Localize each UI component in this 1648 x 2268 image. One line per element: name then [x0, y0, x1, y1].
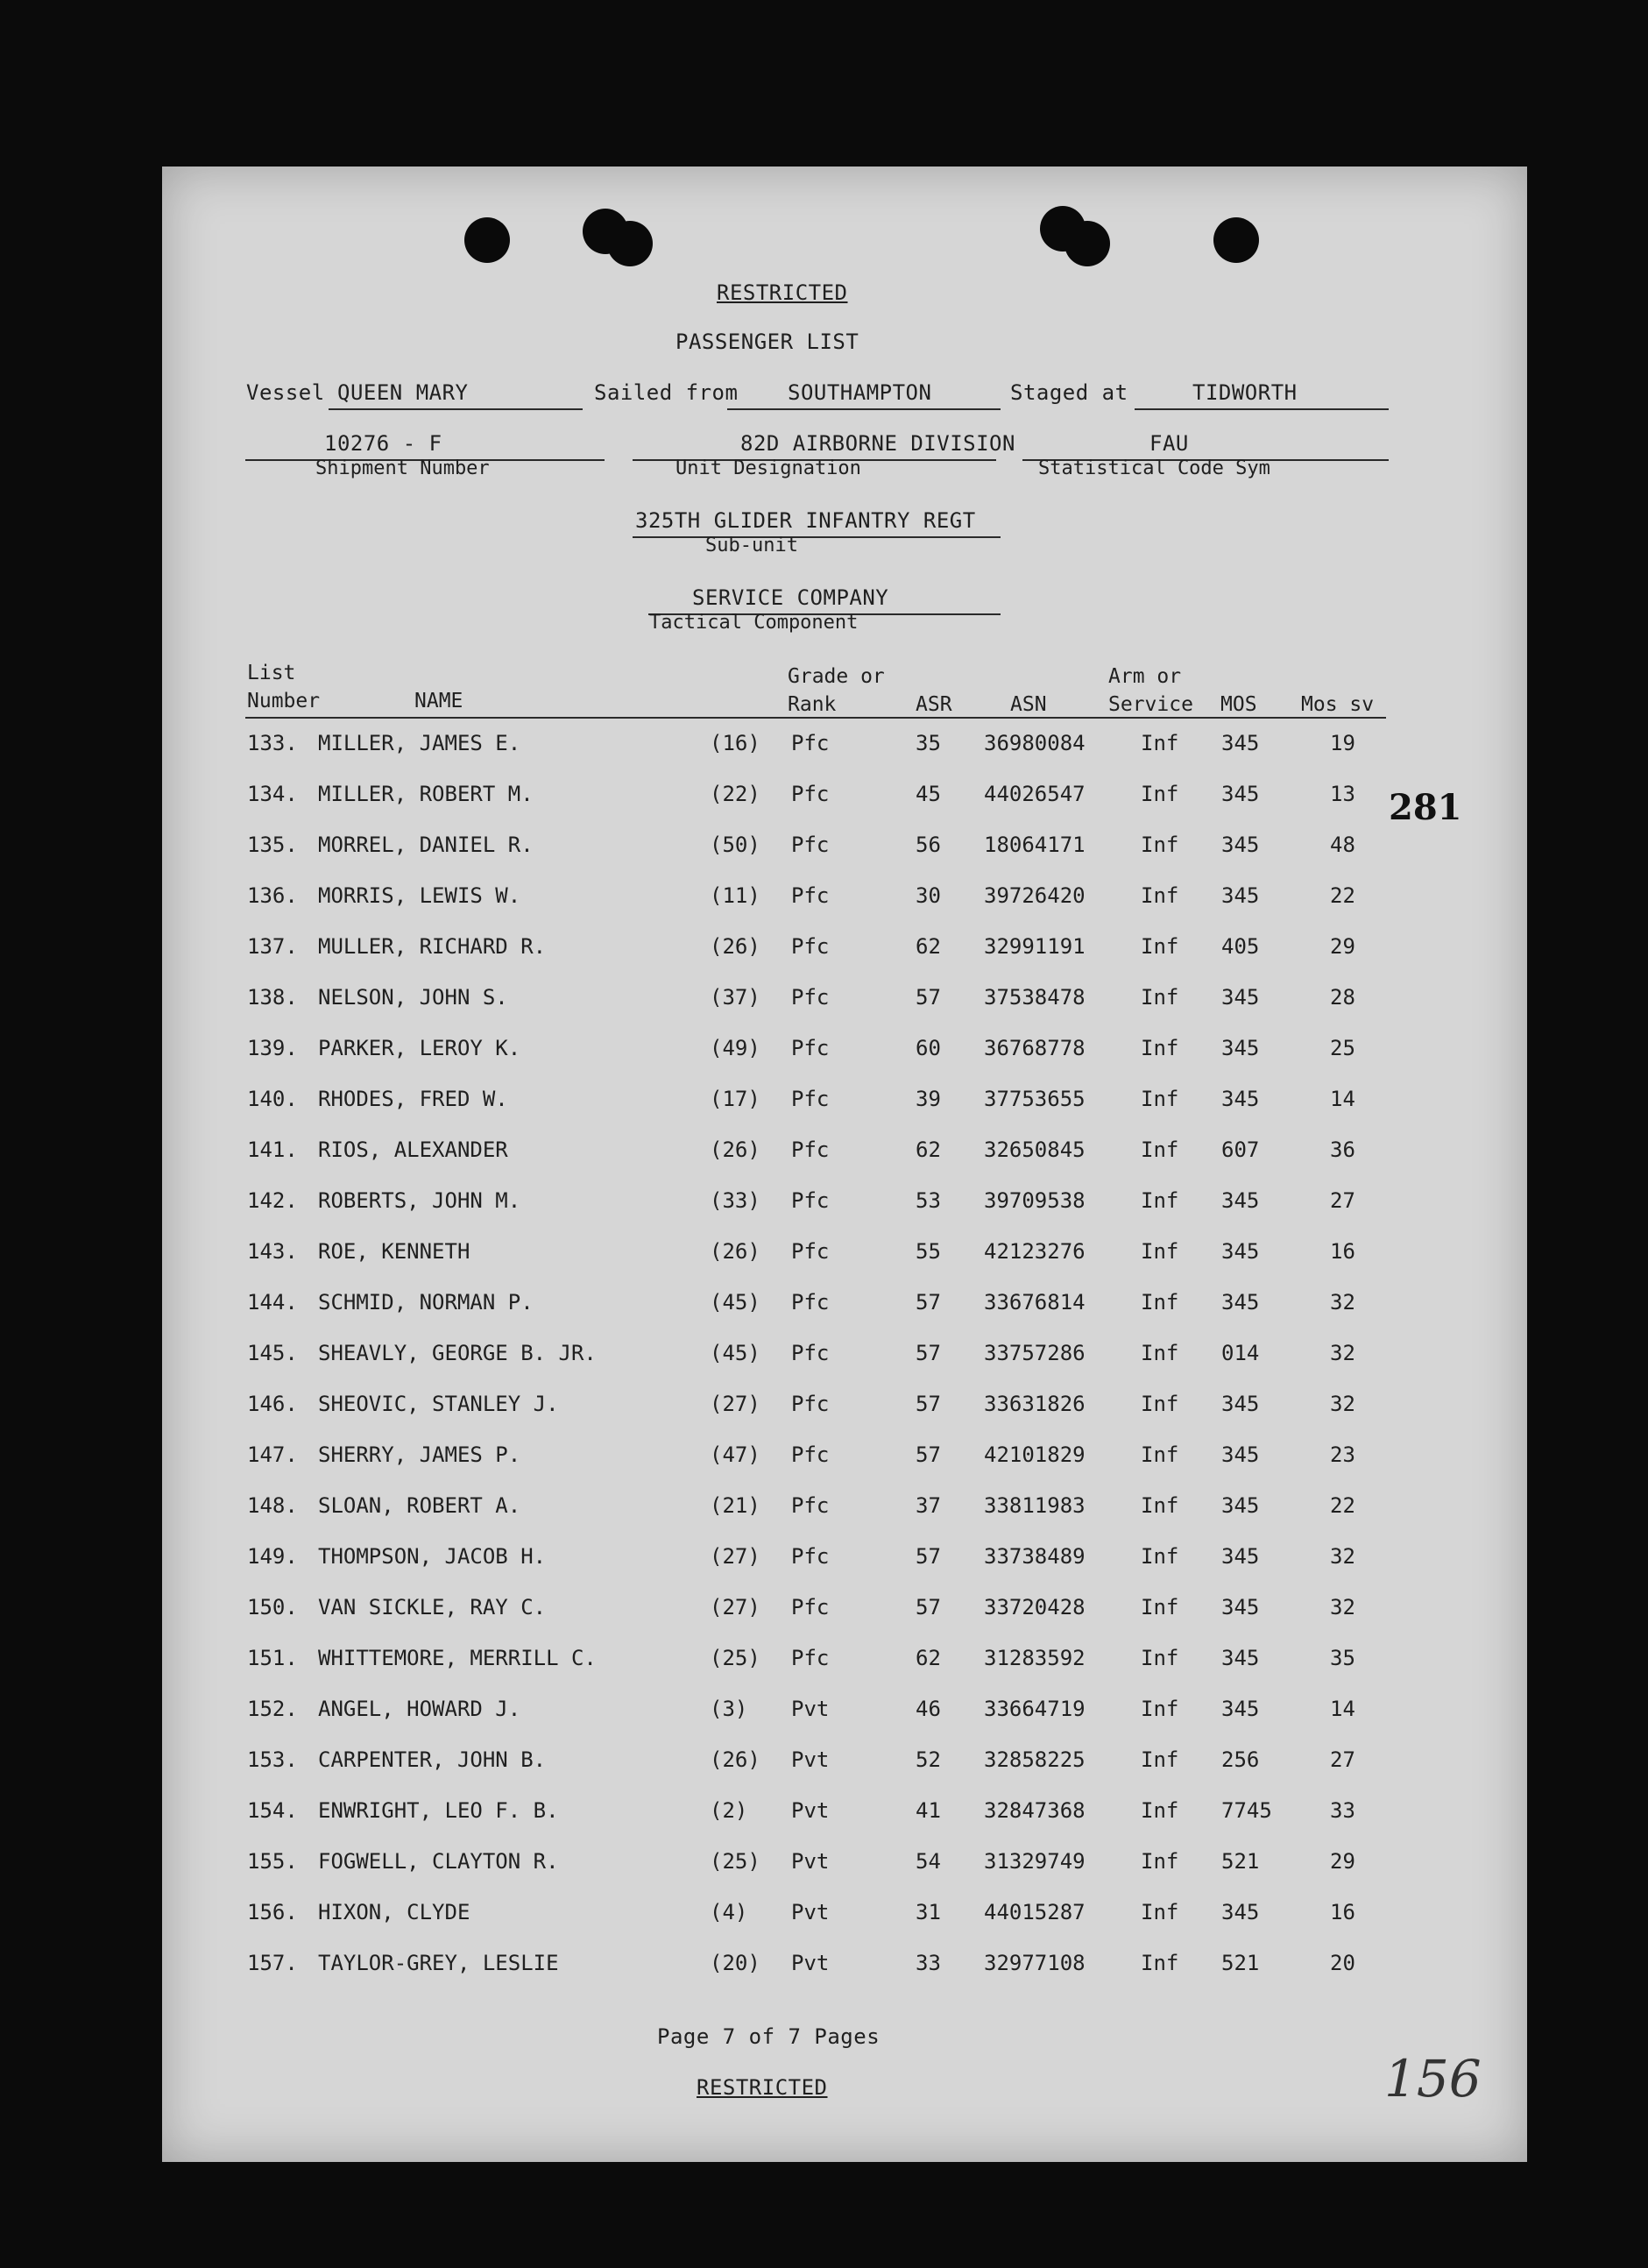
passenger-name: TAYLOR-GREY, LESLIE: [318, 1951, 559, 1975]
table-row: [162, 1595, 1527, 1646]
passenger-name: NELSON, JOHN S.: [318, 985, 508, 1010]
mos: 345: [1221, 1392, 1260, 1416]
asn: 39709538: [984, 1188, 1086, 1213]
arm: Inf: [1141, 1239, 1179, 1264]
table-row: [162, 1138, 1527, 1188]
passenger-name: ENWRIGHT, LEO F. B.: [318, 1798, 559, 1823]
vessel-label: Vessel: [246, 380, 325, 405]
code: (50): [710, 833, 760, 857]
mos: 345: [1221, 1900, 1260, 1924]
mos: 345: [1221, 1087, 1260, 1111]
grade: Pfc: [791, 1138, 830, 1162]
code: (27): [710, 1595, 760, 1619]
asn: 37538478: [984, 985, 1086, 1010]
code: (49): [710, 1036, 760, 1060]
asr: 56: [916, 833, 941, 857]
arm: Inf: [1141, 1087, 1179, 1111]
arm: Inf: [1141, 1442, 1179, 1467]
list-number: 149.: [247, 1544, 298, 1569]
col-mossv: Mos sv: [1301, 693, 1375, 716]
passenger-name: FOGWELL, CLAYTON R.: [318, 1849, 559, 1874]
code: (26): [710, 934, 760, 959]
page-title: PASSENGER LIST: [675, 330, 859, 354]
arm: Inf: [1141, 731, 1179, 755]
arm: Inf: [1141, 1798, 1179, 1823]
asr: 54: [916, 1849, 941, 1874]
code: (11): [710, 883, 760, 908]
mos-sv: 28: [1330, 985, 1355, 1010]
asn: 32991191: [984, 934, 1086, 959]
table-row: [162, 731, 1527, 782]
grade: Pfc: [791, 1442, 830, 1467]
grade: Pfc: [791, 731, 830, 755]
arm: Inf: [1141, 1290, 1179, 1315]
asr: 33: [916, 1951, 941, 1975]
grade: Pfc: [791, 1290, 830, 1315]
list-number: 136.: [247, 883, 298, 908]
mos: 345: [1221, 1697, 1260, 1721]
list-number: 141.: [247, 1138, 298, 1162]
table-row: [162, 1188, 1527, 1239]
mos: 521: [1221, 1951, 1260, 1975]
restricted-bottom: RESTRICTED: [697, 2075, 828, 2100]
grade: Pfc: [791, 1595, 830, 1619]
grade: Pvt: [791, 1747, 830, 1772]
mos-sv: 27: [1330, 1747, 1355, 1772]
asr: 57: [916, 1595, 941, 1619]
table-row: [162, 1392, 1527, 1442]
table-row: [162, 1036, 1527, 1087]
code: (25): [710, 1849, 760, 1874]
passenger-name: ROE, KENNETH: [318, 1239, 470, 1264]
mos-sv: 13: [1330, 782, 1355, 806]
list-number: 144.: [247, 1290, 298, 1315]
mos: 345: [1221, 1239, 1260, 1264]
asn: 31283592: [984, 1646, 1086, 1670]
mos: 345: [1221, 1290, 1260, 1315]
arm: Inf: [1141, 1900, 1179, 1924]
asn: 33720428: [984, 1595, 1086, 1619]
mos: 345: [1221, 1646, 1260, 1670]
list-number: 139.: [247, 1036, 298, 1060]
table-row: [162, 1646, 1527, 1697]
header-line: [245, 717, 1386, 719]
asr: 57: [916, 1544, 941, 1569]
asn: 32858225: [984, 1747, 1086, 1772]
passenger-name: CARPENTER, JOHN B.: [318, 1747, 547, 1772]
passenger-name: THOMPSON, JACOB H.: [318, 1544, 547, 1569]
table-row: [162, 1697, 1527, 1747]
asr: 55: [916, 1239, 941, 1264]
list-number: 143.: [247, 1239, 298, 1264]
code: (27): [710, 1544, 760, 1569]
mos-sv: 19: [1330, 731, 1355, 755]
table-row: [162, 1290, 1527, 1341]
list-number: 135.: [247, 833, 298, 857]
passenger-name: MILLER, ROBERT M.: [318, 782, 534, 806]
asr: 57: [916, 1341, 941, 1365]
mos: 345: [1221, 833, 1260, 857]
asn: 18064171: [984, 833, 1086, 857]
mos-sv: 48: [1330, 833, 1355, 857]
mos-sv: 27: [1330, 1188, 1355, 1213]
table-row: [162, 1442, 1527, 1493]
mos: 345: [1221, 1493, 1260, 1518]
table-row: [162, 1798, 1527, 1849]
sailed-value: SOUTHAMPTON: [788, 380, 932, 405]
table-row: [162, 1900, 1527, 1951]
staged-line: [1135, 408, 1389, 410]
asn: 33757286: [984, 1341, 1086, 1365]
list-number: 138.: [247, 985, 298, 1010]
col-arm: Arm or Service: [1108, 665, 1193, 716]
asr: 31: [916, 1900, 941, 1924]
grade: Pfc: [791, 782, 830, 806]
asn: 39726420: [984, 883, 1086, 908]
passenger-name: SCHMID, NORMAN P.: [318, 1290, 534, 1315]
mos-sv: 32: [1330, 1290, 1355, 1315]
passenger-name: SHEOVIC, STANLEY J.: [318, 1392, 559, 1416]
punch-hole: [607, 221, 653, 266]
code: (17): [710, 1087, 760, 1111]
asn: 36980084: [984, 731, 1086, 755]
arm: Inf: [1141, 985, 1179, 1010]
mos: 345: [1221, 883, 1260, 908]
table-row: [162, 833, 1527, 883]
asr: 60: [916, 1036, 941, 1060]
passenger-name: ROBERTS, JOHN M.: [318, 1188, 521, 1213]
asn: 32977108: [984, 1951, 1086, 1975]
col-mos: MOS: [1220, 693, 1257, 716]
grade: Pfc: [791, 1341, 830, 1365]
mos: 405: [1221, 934, 1260, 959]
passenger-name: MILLER, JAMES E.: [318, 731, 521, 755]
asn: 32847368: [984, 1798, 1086, 1823]
arm: Inf: [1141, 782, 1179, 806]
asn: 33676814: [984, 1290, 1086, 1315]
asn: 36768778: [984, 1036, 1086, 1060]
grade: Pvt: [791, 1798, 830, 1823]
sailed-label: Sailed from: [594, 380, 739, 405]
table-row: [162, 1239, 1527, 1290]
asr: 30: [916, 883, 941, 908]
mos-sv: 20: [1330, 1951, 1355, 1975]
passenger-name: SLOAN, ROBERT A.: [318, 1493, 521, 1518]
arm: Inf: [1141, 1697, 1179, 1721]
code: (16): [710, 731, 760, 755]
grade: Pfc: [791, 1036, 830, 1060]
code: (21): [710, 1493, 760, 1518]
asr: 35: [916, 731, 941, 755]
passenger-name: RIOS, ALEXANDER: [318, 1138, 508, 1162]
code: (2): [710, 1798, 748, 1823]
list-number: 147.: [247, 1442, 298, 1467]
code: (4): [710, 1900, 748, 1924]
mos-sv: 22: [1330, 1493, 1355, 1518]
list-number: 146.: [247, 1392, 298, 1416]
arm: Inf: [1141, 1392, 1179, 1416]
code: (22): [710, 782, 760, 806]
asr: 62: [916, 1646, 941, 1670]
col-asn: ASN: [1010, 693, 1047, 716]
list-number: 154.: [247, 1798, 298, 1823]
passenger-name: PARKER, LEROY K.: [318, 1036, 521, 1060]
code: (27): [710, 1392, 760, 1416]
arm: Inf: [1141, 934, 1179, 959]
mos: 345: [1221, 1544, 1260, 1569]
passenger-name: SHERRY, JAMES P.: [318, 1442, 521, 1467]
table-row: [162, 1493, 1527, 1544]
list-number: 133.: [247, 731, 298, 755]
punch-hole: [464, 217, 510, 263]
asr: 45: [916, 782, 941, 806]
mos-sv: 36: [1330, 1138, 1355, 1162]
list-number: 145.: [247, 1341, 298, 1365]
arm: Inf: [1141, 1493, 1179, 1518]
grade: Pfc: [791, 985, 830, 1010]
list-number: 140.: [247, 1087, 298, 1111]
col-grade: Grade or Rank: [788, 665, 885, 716]
mos-sv: 14: [1330, 1087, 1355, 1111]
grade: Pfc: [791, 1544, 830, 1569]
grade: Pfc: [791, 883, 830, 908]
grade: Pfc: [791, 1646, 830, 1670]
grade: Pfc: [791, 1493, 830, 1518]
arm: Inf: [1141, 1849, 1179, 1874]
page-indicator: Page 7 of 7 Pages: [657, 2024, 881, 2049]
mos: 345: [1221, 1188, 1260, 1213]
passenger-name: SHEAVLY, GEORGE B. JR.: [318, 1341, 597, 1365]
arm: Inf: [1141, 883, 1179, 908]
grade: Pfc: [791, 1392, 830, 1416]
passenger-name: MULLER, RICHARD R.: [318, 934, 547, 959]
arm: Inf: [1141, 1138, 1179, 1162]
arm: Inf: [1141, 1544, 1179, 1569]
table-row: [162, 1087, 1527, 1138]
punch-hole: [1213, 217, 1259, 263]
code: (37): [710, 985, 760, 1010]
code: (45): [710, 1290, 760, 1315]
passenger-name: ANGEL, HOWARD J.: [318, 1697, 521, 1721]
mos: 014: [1221, 1341, 1260, 1365]
code: (26): [710, 1747, 760, 1772]
mos: 7745: [1221, 1798, 1272, 1823]
asr: 57: [916, 1392, 941, 1416]
mos: 345: [1221, 731, 1260, 755]
mos-sv: 29: [1330, 1849, 1355, 1874]
grade: Pfc: [791, 1188, 830, 1213]
mos-sv: 22: [1330, 883, 1355, 908]
list-number: 150.: [247, 1595, 298, 1619]
grade: Pfc: [791, 1239, 830, 1264]
asr: 62: [916, 934, 941, 959]
asr: 57: [916, 1442, 941, 1467]
list-number: 155.: [247, 1849, 298, 1874]
list-number: 137.: [247, 934, 298, 959]
staged-label: Staged at: [1010, 380, 1128, 405]
table-row: [162, 1849, 1527, 1900]
mos-sv: 16: [1330, 1900, 1355, 1924]
asr: 46: [916, 1697, 941, 1721]
asr: 41: [916, 1798, 941, 1823]
table-row: [162, 985, 1527, 1036]
table-row: [162, 1544, 1527, 1595]
mos-sv: 32: [1330, 1341, 1355, 1365]
code: (25): [710, 1646, 760, 1670]
arm: Inf: [1141, 1747, 1179, 1772]
unit-caption: Unit Designation: [675, 457, 861, 479]
mos: 345: [1221, 985, 1260, 1010]
list-number: 151.: [247, 1646, 298, 1670]
code: (26): [710, 1138, 760, 1162]
list-number: 157.: [247, 1951, 298, 1975]
grade: Pvt: [791, 1697, 830, 1721]
shipment-caption: Shipment Number: [315, 457, 490, 479]
col-name: NAME: [414, 690, 463, 712]
document-page: [162, 167, 1527, 2162]
asr: 57: [916, 1290, 941, 1315]
unit-designation: 82D AIRBORNE DIVISION: [740, 431, 1015, 456]
code: (3): [710, 1697, 748, 1721]
list-number: 148.: [247, 1493, 298, 1518]
code: (26): [710, 1239, 760, 1264]
asn: 44015287: [984, 1900, 1086, 1924]
mos-sv: 16: [1330, 1239, 1355, 1264]
shipment-number: 10276 - F: [324, 431, 442, 456]
asr: 62: [916, 1138, 941, 1162]
arm: Inf: [1141, 1188, 1179, 1213]
asr: 53: [916, 1188, 941, 1213]
grade: Pvt: [791, 1900, 830, 1924]
asr: 39: [916, 1087, 941, 1111]
arm: Inf: [1141, 833, 1179, 857]
asn: 42101829: [984, 1442, 1086, 1467]
stamp-number: 281: [1389, 787, 1462, 828]
table-row: [162, 1951, 1527, 2002]
vessel-value: QUEEN MARY: [337, 380, 469, 405]
grade: Pfc: [791, 934, 830, 959]
passenger-name: MORRIS, LEWIS W.: [318, 883, 521, 908]
passenger-name: HIXON, CLYDE: [318, 1900, 470, 1924]
asn: 44026547: [984, 782, 1086, 806]
mos: 345: [1221, 782, 1260, 806]
subunit-line: [633, 536, 1001, 538]
mos-sv: 32: [1330, 1392, 1355, 1416]
passenger-name: WHITTEMORE, MERRILL C.: [318, 1646, 597, 1670]
sailed-line: [727, 408, 1001, 410]
asn: 37753655: [984, 1087, 1086, 1111]
table-row: [162, 883, 1527, 934]
mos: 345: [1221, 1442, 1260, 1467]
code: (33): [710, 1188, 760, 1213]
mos: 345: [1221, 1036, 1260, 1060]
arm: Inf: [1141, 1951, 1179, 1975]
stat-code: FAU: [1149, 431, 1189, 456]
asn: 33664719: [984, 1697, 1086, 1721]
grade: Pfc: [791, 833, 830, 857]
list-number: 153.: [247, 1747, 298, 1772]
arm: Inf: [1141, 1036, 1179, 1060]
mos-sv: 32: [1330, 1544, 1355, 1569]
mos: 607: [1221, 1138, 1260, 1162]
vessel-line: [329, 408, 583, 410]
mos-sv: 14: [1330, 1697, 1355, 1721]
mos: 256: [1221, 1747, 1260, 1772]
passenger-name: RHODES, FRED W.: [318, 1087, 508, 1111]
passenger-name: VAN SICKLE, RAY C.: [318, 1595, 547, 1619]
asr: 57: [916, 985, 941, 1010]
table-row: [162, 782, 1527, 833]
list-number: 156.: [247, 1900, 298, 1924]
staged-value: TIDWORTH: [1192, 380, 1298, 405]
passenger-name: MORREL, DANIEL R.: [318, 833, 534, 857]
pencil-number: 156: [1384, 2049, 1482, 2109]
table-row: [162, 1747, 1527, 1798]
code: (47): [710, 1442, 760, 1467]
arm: Inf: [1141, 1595, 1179, 1619]
list-number: 134.: [247, 782, 298, 806]
mos-sv: 33: [1330, 1798, 1355, 1823]
arm: Inf: [1141, 1341, 1179, 1365]
list-number: 152.: [247, 1697, 298, 1721]
asn: 33631826: [984, 1392, 1086, 1416]
asn: 33738489: [984, 1544, 1086, 1569]
grade: Pvt: [791, 1849, 830, 1874]
asn: 42123276: [984, 1239, 1086, 1264]
restricted-top: RESTRICTED: [717, 280, 848, 305]
asn: 31329749: [984, 1849, 1086, 1874]
mos: 521: [1221, 1849, 1260, 1874]
grade: Pfc: [791, 1087, 830, 1111]
list-number: 142.: [247, 1188, 298, 1213]
asn: 33811983: [984, 1493, 1086, 1518]
mos-sv: 35: [1330, 1646, 1355, 1670]
code: (20): [710, 1951, 760, 1975]
table-row: [162, 934, 1527, 985]
stat-caption: Statistical Code Sym: [1038, 457, 1270, 479]
component-caption: Tactical Component: [649, 612, 859, 634]
col-asr: ASR: [916, 693, 952, 716]
mos-sv: 23: [1330, 1442, 1355, 1467]
subunit-caption: Sub-unit: [705, 535, 798, 556]
component: SERVICE COMPANY: [692, 585, 889, 610]
subunit: 325TH GLIDER INFANTRY REGT: [635, 508, 976, 533]
grade: Pvt: [791, 1951, 830, 1975]
col-list: List Number: [247, 662, 321, 712]
asr: 37: [916, 1493, 941, 1518]
punch-hole: [1064, 221, 1110, 266]
asn: 32650845: [984, 1138, 1086, 1162]
asr: 52: [916, 1747, 941, 1772]
table-row: [162, 1341, 1527, 1392]
mos-sv: 29: [1330, 934, 1355, 959]
mos-sv: 32: [1330, 1595, 1355, 1619]
mos: 345: [1221, 1595, 1260, 1619]
mos-sv: 25: [1330, 1036, 1355, 1060]
arm: Inf: [1141, 1646, 1179, 1670]
code: (45): [710, 1341, 760, 1365]
